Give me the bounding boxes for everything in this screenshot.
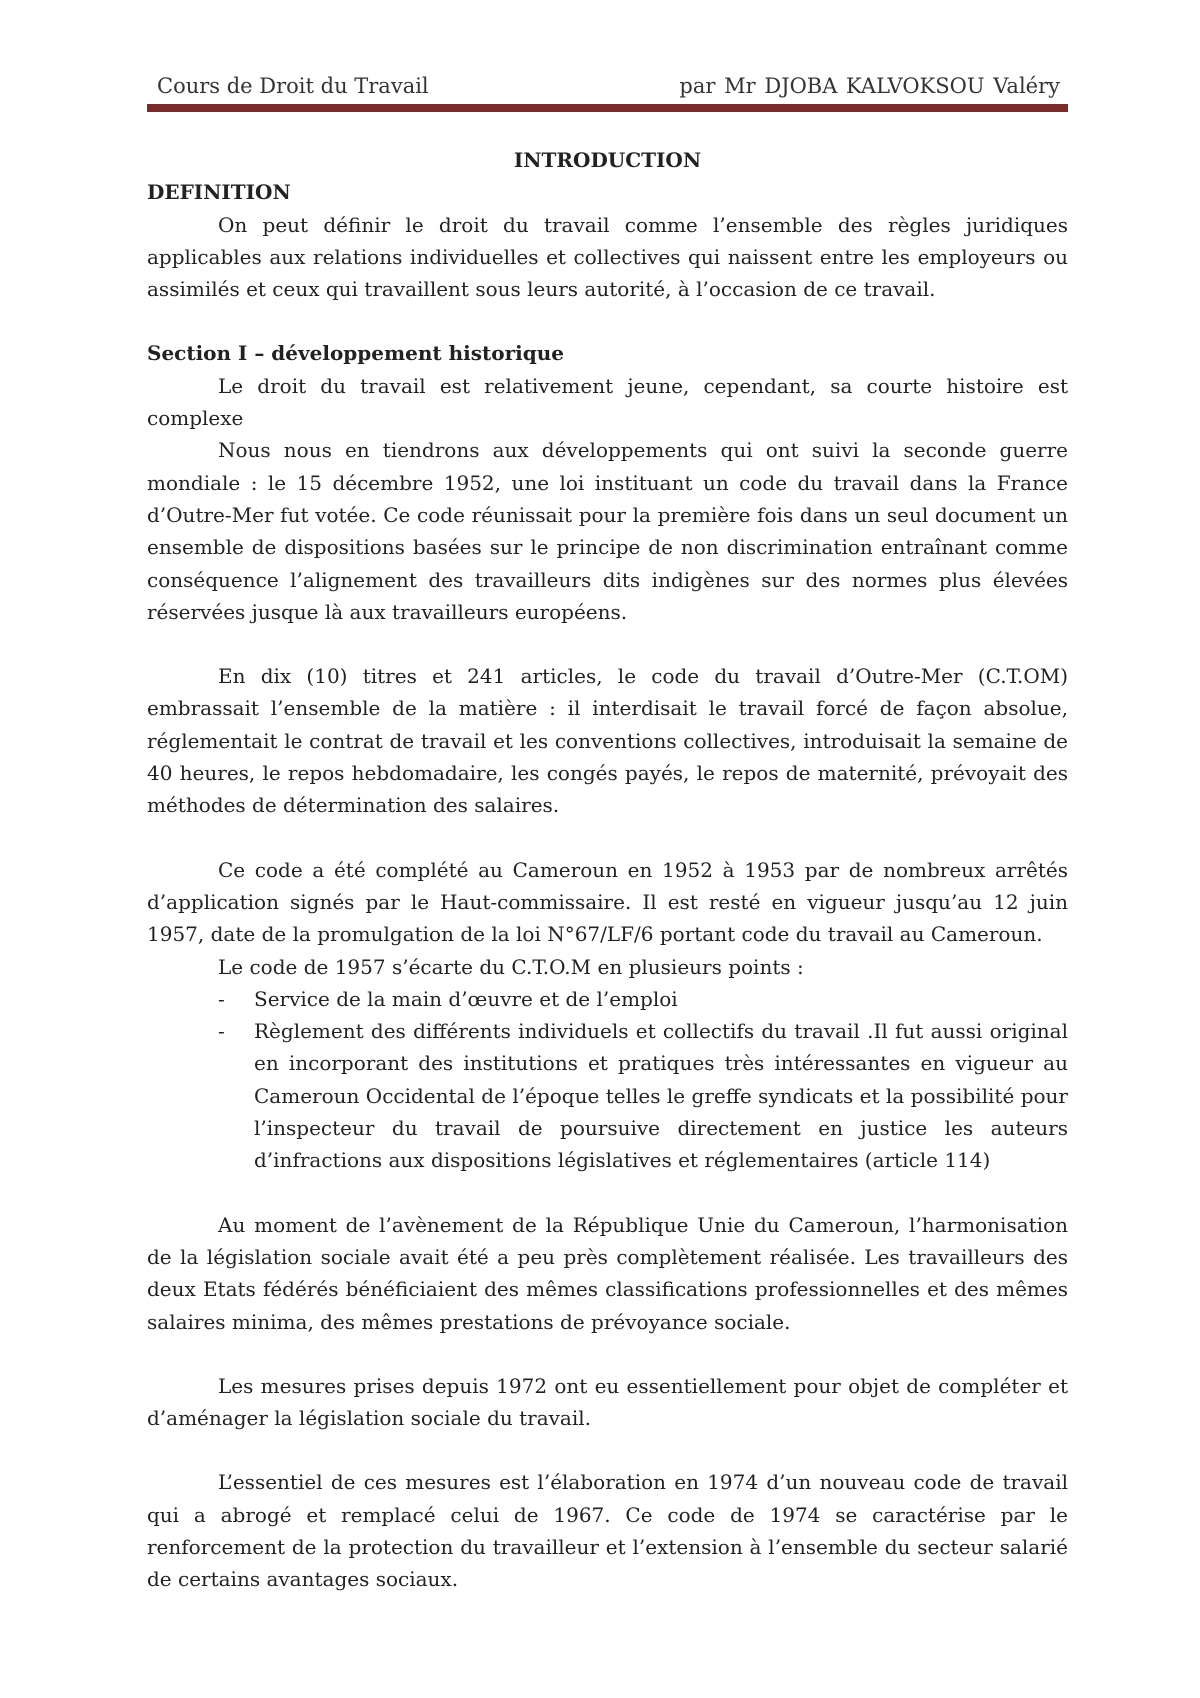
- list-item-text: Service de la main d’œuvre et de l’emploi: [254, 986, 678, 1011]
- header-rule: [147, 104, 1068, 112]
- document-body: [147, 144, 1068, 1596]
- list-item-text: Règlement des différents individuels et collectifs du travail .Il fut aussi original en incorporant des institutions et pratiques très intéressantes en vigueur au Cameroun Occidental de l’époque telles le greffe syndicats et la possibilité pour l’inspecteur du travail de poursuive directement en justice les auteurs d’infractions aux dispositions législatives et réglementaires (article 114): [254, 1019, 1068, 1173]
- header-course-title: Cours de Droit du Travail: [157, 74, 429, 98]
- paragraph: Nous nous en tiendrons aux développements qui ont suivi la seconde guerre mondiale : le 15 décembre 1952, une loi instituant un code du travail dans la France d’Outre-Mer fut votée. Ce code réunissait pour la première fois dans un seul document un ensemble de dispositions basées sur le principe de non discrimination entraînant comme conséquence l’alignement des travailleurs dits indigènes sur des normes plus élevées réservées jusque là aux travailleurs européens.: [147, 438, 1068, 624]
- section-heading: Section I – développement historique: [147, 341, 564, 366]
- paragraph: L’essentiel de ces mesures est l’élaboration en 1974 d’un nouveau code de travail qui a abrogé et remplacé celui de 1967. Ce code de 1974 se caractérise par le renforcement de la protection du travailleur et l’extension à l’ensemble du secteur salarié de certains avantages sociaux.: [147, 1470, 1068, 1592]
- definition-heading: DEFINITION: [147, 180, 291, 205]
- page-header: [147, 74, 1068, 104]
- bullet-marker: -: [218, 986, 225, 1011]
- paragraph: Le droit du travail est relativement jeune, cependant, sa courte histoire est complexe: [147, 373, 1068, 431]
- paragraph: En dix (10) titres et 241 articles, le code du travail d’Outre-Mer (C.T.OM) embrassait l’ensemble de la matière : il interdisait le travail forcé de façon absolue, réglementait le contrat de travail et les conventions collectives, introduisait la semaine de 40 heures, le repos hebdomadaire, les congés payés, le repos de maternité, prévoyait des méthodes de détermination des salaires.: [147, 664, 1068, 818]
- definition-paragraph: On peut définir le droit du travail comme l’ensemble des règles juridiques applicables aux relations individuelles et collectives qui naissent entre les employeurs ou assimilés et ceux qui travaillent sous leurs autorité, à l’occasion de ce travail.: [147, 212, 1068, 302]
- list-item: [147, 1015, 1068, 1176]
- header-author: par Mr DJOBA KALVOKSOU Valéry: [679, 74, 1060, 98]
- list-item: [147, 983, 1068, 1015]
- bullet-marker: -: [218, 1019, 225, 1044]
- paragraph: Ce code a été complété au Cameroun en 1952 à 1953 par de nombreux arrêtés d’application signés par le Haut-commissaire. Il est resté en vigueur jusqu’au 12 juin 1957, date de la promulgation de la loi N°67/LF/6 portant code du travail au Cameroun.: [147, 857, 1068, 947]
- bullet-list: [147, 983, 1068, 1177]
- paragraph: Les mesures prises depuis 1972 ont eu essentiellement pour objet de compléter et d’aménager la législation sociale du travail.: [147, 1373, 1068, 1431]
- paragraph: Au moment de l’avènement de la République Unie du Cameroun, l’harmonisation de la législation sociale avait été a peu près complètement réalisée. Les travailleurs des deux Etats fédérés bénéficiaient des mêmes classifications professionnelles et des mêmes salaires minima, des mêmes prestations de prévoyance sociale.: [147, 1212, 1068, 1334]
- paragraph: Le code de 1957 s’écarte du C.T.O.M en plusieurs points :: [218, 954, 804, 979]
- document-title: INTRODUCTION: [513, 148, 702, 172]
